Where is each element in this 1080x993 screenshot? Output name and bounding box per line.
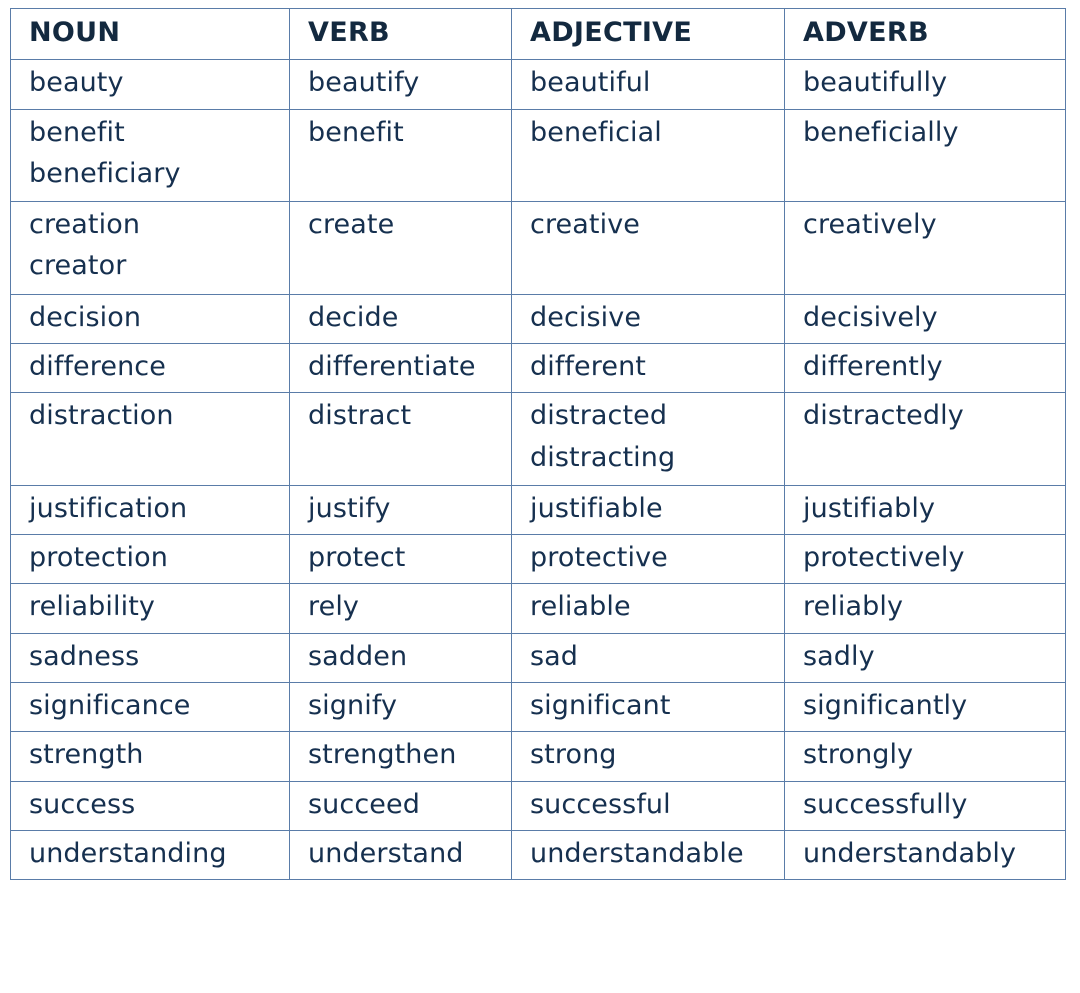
word-entry: beautifully: [803, 67, 948, 99]
word-entry: understandably: [803, 837, 1017, 869]
word-entry: benefit: [29, 116, 125, 148]
cell-verb: [290, 633, 512, 682]
column-header-adverb: ADVERB: [785, 9, 1066, 60]
cell-verb: [290, 294, 512, 343]
cell-verb: [290, 535, 512, 584]
word-entry: understanding: [29, 837, 227, 869]
cell-adverb: [785, 109, 1066, 202]
word-entry: different: [530, 350, 646, 382]
cell-adverb: [785, 202, 1066, 295]
word-entry: strongly: [803, 739, 914, 771]
column-header-verb: VERB: [290, 9, 512, 60]
cell-verb: [290, 343, 512, 392]
cell-verb: [290, 732, 512, 781]
table-row: [11, 343, 1066, 392]
cell-noun: [11, 633, 290, 682]
word-entry: sadly: [803, 640, 875, 672]
cell-adverb: [785, 343, 1066, 392]
word-entry: sadness: [29, 640, 140, 672]
word-entry: distract: [308, 400, 412, 432]
cell-noun: [11, 584, 290, 633]
word-entry: distractedly: [803, 400, 964, 432]
cell-adjective: [512, 294, 785, 343]
table-row: [11, 682, 1066, 731]
cell-noun: [11, 60, 290, 109]
word-entry: successfully: [803, 788, 968, 820]
cell-verb: [290, 682, 512, 731]
cell-adjective: [512, 682, 785, 731]
word-entry: creatively: [803, 209, 937, 241]
word-entry: reliably: [803, 591, 904, 623]
table-row: [11, 535, 1066, 584]
word-entry: benefit: [308, 116, 404, 148]
table-header: [11, 9, 1066, 60]
cell-adjective: [512, 732, 785, 781]
word-entry: protect: [308, 542, 406, 574]
word-entry: reliable: [530, 591, 631, 623]
cell-verb: [290, 109, 512, 202]
cell-adverb: [785, 393, 1066, 486]
cell-adverb: [785, 781, 1066, 830]
word-entry: differently: [803, 350, 943, 382]
word-entry: beneficiary: [29, 157, 181, 189]
cell-adverb: [785, 60, 1066, 109]
cell-adverb: [785, 633, 1066, 682]
word-entry: sadden: [308, 640, 408, 672]
word-entry: protective: [530, 542, 668, 574]
cell-noun: [11, 682, 290, 731]
column-header-adjective: ADJECTIVE: [512, 9, 785, 60]
cell-adjective: [512, 109, 785, 202]
cell-verb: [290, 393, 512, 486]
word-entry: creation: [29, 209, 141, 241]
word-entry: understandable: [530, 837, 744, 869]
word-entry: strong: [530, 739, 617, 771]
word-entry: differentiate: [308, 350, 476, 382]
cell-adjective: [512, 584, 785, 633]
table-header-row: [11, 9, 1066, 60]
table-row: [11, 732, 1066, 781]
word-entry: distraction: [29, 400, 174, 432]
word-entry: beneficially: [803, 116, 959, 148]
table-row: [11, 294, 1066, 343]
word-entry: decisive: [530, 301, 642, 333]
table-row: [11, 584, 1066, 633]
cell-verb: [290, 485, 512, 534]
word-entry: succeed: [308, 788, 420, 820]
cell-verb: [290, 584, 512, 633]
cell-adjective: [512, 830, 785, 879]
table-row: [11, 109, 1066, 202]
cell-adverb: [785, 732, 1066, 781]
cell-noun: [11, 732, 290, 781]
table-row: [11, 393, 1066, 486]
table-row: [11, 60, 1066, 109]
cell-noun: [11, 202, 290, 295]
word-entry: beneficial: [530, 116, 662, 148]
cell-noun: [11, 294, 290, 343]
word-entry: beautiful: [530, 67, 651, 99]
cell-adverb: [785, 485, 1066, 534]
word-entry: rely: [308, 591, 359, 623]
word-entry: significance: [29, 689, 191, 721]
word-entry: strengthen: [308, 739, 457, 771]
word-entry: strength: [29, 739, 144, 771]
word-entry: sad: [530, 640, 579, 672]
word-entry: difference: [29, 350, 166, 382]
cell-verb: [290, 60, 512, 109]
word-entry: beauty: [29, 67, 124, 99]
cell-noun: [11, 781, 290, 830]
word-entry: justification: [29, 492, 188, 524]
cell-adjective: [512, 633, 785, 682]
column-header-noun: NOUN: [11, 9, 290, 60]
cell-verb: [290, 202, 512, 295]
word-entry: justify: [308, 492, 391, 524]
word-entry: creative: [530, 209, 640, 241]
cell-adverb: [785, 830, 1066, 879]
word-entry: justifiably: [803, 492, 936, 524]
word-entry: success: [29, 788, 136, 820]
cell-adjective: [512, 535, 785, 584]
cell-noun: [11, 830, 290, 879]
cell-adjective: [512, 343, 785, 392]
word-entry: justifiable: [530, 492, 663, 524]
cell-adjective: [512, 60, 785, 109]
word-entry: decision: [29, 301, 142, 333]
word-entry: protectively: [803, 542, 965, 574]
cell-adverb: [785, 294, 1066, 343]
word-entry: distracted: [530, 400, 668, 432]
word-forms-table: [10, 8, 1066, 880]
table-row: [11, 485, 1066, 534]
cell-noun: [11, 535, 290, 584]
cell-adjective: [512, 393, 785, 486]
cell-adjective: [512, 781, 785, 830]
cell-adjective: [512, 202, 785, 295]
word-entry: significantly: [803, 689, 968, 721]
word-entry: significant: [530, 689, 671, 721]
table-body: [11, 60, 1066, 880]
word-entry: create: [308, 209, 395, 241]
cell-adverb: [785, 682, 1066, 731]
cell-noun: [11, 109, 290, 202]
word-entry: creator: [29, 250, 127, 282]
cell-verb: [290, 781, 512, 830]
cell-adjective: [512, 485, 785, 534]
word-entry: reliability: [29, 591, 155, 623]
word-entry: successful: [530, 788, 671, 820]
word-entry: protection: [29, 542, 168, 574]
cell-noun: [11, 343, 290, 392]
word-entry: beautify: [308, 67, 420, 99]
word-entry: decide: [308, 301, 399, 333]
table-row: [11, 202, 1066, 295]
word-entry: understand: [308, 837, 464, 869]
word-entry: decisively: [803, 301, 938, 333]
cell-noun: [11, 485, 290, 534]
table-row: [11, 830, 1066, 879]
cell-adverb: [785, 584, 1066, 633]
cell-adverb: [785, 535, 1066, 584]
word-entry: distracting: [530, 441, 676, 473]
table-row: [11, 781, 1066, 830]
cell-verb: [290, 830, 512, 879]
word-entry: signify: [308, 689, 398, 721]
table-row: [11, 633, 1066, 682]
cell-noun: [11, 393, 290, 486]
